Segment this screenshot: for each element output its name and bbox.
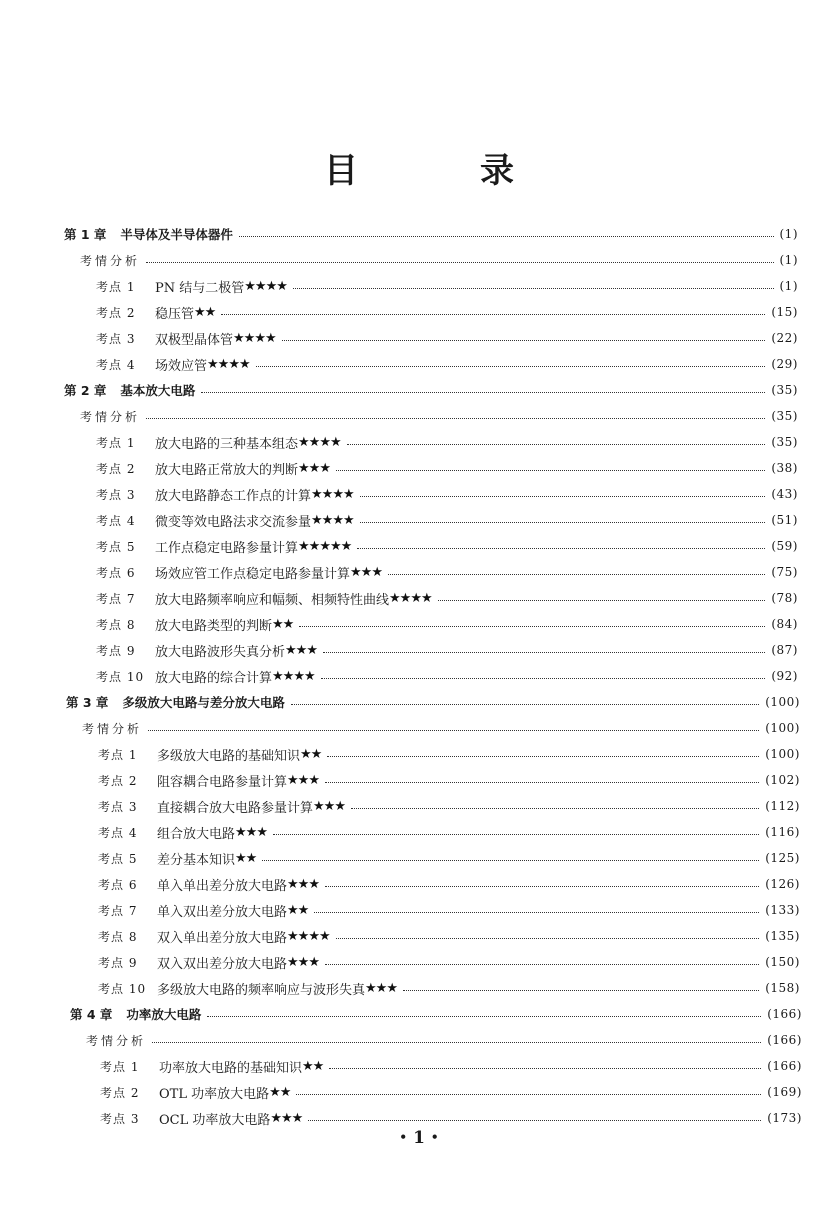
point-label — [100, 1083, 290, 1102]
page-ref: (1) — [779, 279, 798, 293]
difficulty-stars: ★★★ — [285, 642, 317, 658]
page-ref: (125) — [765, 851, 800, 865]
page-ref: (1) — [779, 227, 798, 241]
page-ref: (150) — [765, 955, 800, 969]
difficulty-stars: ★★ — [287, 902, 309, 918]
page-number: 1 — [413, 1128, 425, 1148]
point-number: 考点 5 — [98, 851, 138, 866]
point-number: 考点 2 — [100, 1085, 140, 1100]
page-ref: (35) — [771, 435, 798, 449]
point-label — [96, 589, 432, 608]
dot-leader — [336, 937, 760, 939]
dot-leader — [314, 911, 759, 913]
page-ref: (166) — [767, 1059, 802, 1073]
point-number: 考点 1 — [96, 279, 136, 294]
point-label — [98, 771, 319, 790]
point-number: 考点 2 — [98, 773, 138, 788]
difficulty-stars: ★★★★ — [272, 668, 315, 684]
page-ref: (112) — [765, 799, 800, 813]
page-ref: (158) — [765, 981, 800, 995]
toc-point-row[interactable] — [0, 273, 838, 299]
chapter-label — [66, 693, 285, 711]
difficulty-stars: ★★ — [302, 1058, 324, 1074]
point-title: 放大电路类型的判断 — [155, 618, 273, 634]
dot-leader — [325, 963, 759, 965]
dot-leader — [357, 547, 765, 549]
toc-point-row[interactable] — [0, 429, 838, 455]
page-ref: (100) — [765, 695, 800, 709]
dot-leader — [325, 885, 759, 887]
dot-leader — [282, 339, 766, 341]
point-number: 考点 1 — [98, 747, 138, 762]
dot-leader — [207, 1015, 761, 1017]
toc-chapter-row[interactable] — [0, 377, 838, 403]
point-title: 差分基本知识 — [157, 852, 236, 868]
toc-point-row[interactable] — [0, 975, 838, 1001]
dot-leader — [146, 417, 765, 419]
toc-point-row[interactable] — [0, 793, 838, 819]
dot-leader — [321, 677, 766, 679]
point-number: 考点 7 — [98, 903, 138, 918]
difficulty-stars: ★★★ — [350, 564, 382, 580]
point-title: 放大电路的三种基本组态 — [155, 436, 299, 452]
point-label — [96, 667, 315, 686]
dot-leader — [323, 651, 765, 653]
point-label — [98, 979, 397, 998]
toc-point-row[interactable] — [0, 351, 838, 377]
point-title: 场效应管 — [155, 358, 208, 374]
dot-leader — [299, 625, 765, 627]
chapter-title: 半导体及半导体器件 — [120, 227, 233, 242]
point-number: 考点 10 — [96, 669, 145, 684]
point-number: 考点 1 — [96, 435, 136, 450]
dot-leader — [329, 1067, 761, 1069]
toc-chapter-row[interactable] — [0, 689, 838, 715]
point-label — [98, 823, 267, 842]
point-label — [96, 355, 250, 374]
difficulty-stars: ★★ — [235, 850, 257, 866]
chapter-number: 第 4 章 — [70, 1007, 113, 1022]
page-ref: (92) — [771, 669, 798, 683]
dot-leader — [403, 989, 759, 991]
dot-leader — [201, 391, 765, 393]
dot-leader — [438, 599, 766, 601]
chapter-label — [64, 381, 195, 399]
point-title: 稳压管 — [155, 306, 195, 322]
point-label — [98, 849, 256, 868]
dot-leader — [360, 521, 766, 523]
point-number: 考点 4 — [98, 825, 138, 840]
difficulty-stars: ★★★★ — [311, 512, 354, 528]
dot-leader — [293, 287, 774, 289]
toc-point-row[interactable] — [0, 1053, 838, 1079]
footer-dot-right: • — [430, 1130, 439, 1144]
page-ref: (84) — [771, 617, 798, 631]
difficulty-stars: ★★★ — [287, 772, 319, 788]
page-ref: (87) — [771, 643, 798, 657]
page-ref: (173) — [767, 1111, 802, 1125]
point-label — [96, 277, 287, 296]
page-ref: (35) — [771, 409, 798, 423]
page-ref: (133) — [765, 903, 800, 917]
difficulty-stars: ★★★★ — [298, 434, 341, 450]
dot-leader — [262, 859, 759, 861]
chapter-number: 第 3 章 — [66, 695, 109, 710]
point-title: PN 结与二极管 — [155, 280, 245, 296]
point-title: 双极型晶体管 — [155, 332, 234, 348]
point-label — [98, 875, 319, 894]
page-ref: (35) — [771, 383, 798, 397]
point-label — [96, 563, 382, 582]
page-ref: (116) — [765, 825, 800, 839]
difficulty-stars: ★★★ — [235, 824, 267, 840]
point-title: 双入双出差分放大电路 — [157, 956, 288, 972]
toc-point-row[interactable] — [0, 767, 838, 793]
point-number: 考点 1 — [100, 1059, 140, 1074]
dot-leader — [336, 469, 765, 471]
point-label — [98, 797, 345, 816]
chapter-label — [70, 1005, 201, 1023]
dot-leader — [291, 703, 759, 705]
chapter-number: 第 2 章 — [64, 383, 107, 398]
page-ref: (29) — [771, 357, 798, 371]
point-title: 放大电路的综合计算 — [155, 670, 273, 686]
chapter-number: 第 1 章 — [64, 227, 107, 242]
analysis-label: 考情分析 — [82, 721, 143, 736]
page-ref: (38) — [771, 461, 798, 475]
point-title: 多级放大电路的频率响应与波形失真 — [157, 982, 366, 998]
dot-leader — [221, 313, 765, 315]
toc-point-row[interactable] — [0, 741, 838, 767]
toc-point-row[interactable] — [0, 533, 838, 559]
point-title: 组合放大电路 — [157, 826, 236, 842]
page-ref: (51) — [771, 513, 798, 527]
page-footer — [0, 1128, 838, 1148]
point-title: 单入双出差分放大电路 — [157, 904, 288, 920]
difficulty-stars: ★★★★ — [244, 278, 287, 294]
page-title: 目 录 — [324, 151, 558, 191]
difficulty-stars: ★★★★ — [207, 356, 250, 372]
toc-analysis-row[interactable] — [0, 403, 838, 429]
analysis-label: 考情分析 — [80, 253, 141, 268]
page-ref: (78) — [771, 591, 798, 605]
difficulty-stars: ★★★★ — [389, 590, 432, 606]
point-title: 功率放大电路的基础知识 — [159, 1060, 303, 1076]
point-title: 场效应管工作点稳定电路参量计算 — [155, 566, 351, 582]
point-number: 考点 7 — [96, 591, 136, 606]
point-title: OCL 功率放大电路 — [159, 1112, 271, 1128]
point-number: 考点 8 — [98, 929, 138, 944]
difficulty-stars: ★★ — [194, 304, 216, 320]
toc-point-row[interactable] — [0, 325, 838, 351]
toc-point-row[interactable] — [0, 1079, 838, 1105]
page-ref: (126) — [765, 877, 800, 891]
point-title: 放大电路正常放大的判断 — [155, 462, 299, 478]
point-label — [96, 485, 354, 504]
toc-point-row[interactable] — [0, 611, 838, 637]
toc-point-row[interactable] — [0, 637, 838, 663]
toc-point-row[interactable] — [0, 585, 838, 611]
toc-point-row[interactable] — [0, 845, 838, 871]
point-label — [96, 537, 351, 556]
point-number: 考点 2 — [96, 305, 136, 320]
point-label — [96, 641, 317, 660]
chapter-title: 基本放大电路 — [120, 383, 196, 398]
difficulty-stars: ★★★★★ — [298, 538, 352, 554]
dot-leader — [146, 261, 773, 263]
point-label — [98, 953, 319, 972]
point-number: 考点 3 — [100, 1111, 140, 1126]
dot-leader — [239, 235, 774, 237]
dot-leader — [351, 807, 759, 809]
point-number: 考点 9 — [96, 643, 136, 658]
point-number: 考点 10 — [98, 981, 147, 996]
page-ref: (100) — [765, 721, 800, 735]
difficulty-stars: ★★ — [269, 1084, 291, 1100]
difficulty-stars: ★★★★ — [233, 330, 276, 346]
point-number: 考点 8 — [96, 617, 136, 632]
point-title: 工作点稳定电路参量计算 — [155, 540, 299, 556]
point-title: 阻容耦合电路参量计算 — [157, 774, 288, 790]
point-label — [96, 459, 330, 478]
dot-leader — [152, 1041, 761, 1043]
page-ref: (15) — [771, 305, 798, 319]
dot-leader — [308, 1119, 761, 1121]
analysis-label: 考情分析 — [80, 409, 141, 424]
point-number: 考点 3 — [98, 799, 138, 814]
point-label — [98, 745, 321, 764]
toc-analysis-row[interactable] — [0, 247, 838, 273]
chapter-title: 功率放大电路 — [126, 1007, 202, 1022]
page-ref: (135) — [765, 929, 800, 943]
page-ref: (22) — [771, 331, 798, 345]
point-label — [98, 927, 330, 946]
toc-analysis-row[interactable] — [0, 1027, 838, 1053]
toc-chapter-row[interactable] — [0, 221, 838, 247]
point-number: 考点 4 — [96, 357, 136, 372]
difficulty-stars: ★★★ — [287, 876, 319, 892]
point-title: 放大电路波形失真分析 — [155, 644, 286, 660]
point-title: 放大电路频率响应和幅频、相频特性曲线 — [155, 592, 390, 608]
difficulty-stars: ★★ — [272, 616, 294, 632]
difficulty-stars: ★★★★ — [287, 928, 330, 944]
table-of-contents — [0, 221, 838, 1131]
page-ref: (100) — [765, 747, 800, 761]
toc-point-row[interactable] — [0, 663, 838, 689]
toc-point-row[interactable] — [0, 819, 838, 845]
chapter-label — [64, 225, 233, 243]
toc-point-row[interactable] — [0, 949, 838, 975]
point-label — [100, 1109, 302, 1128]
toc-point-row[interactable] — [0, 507, 838, 533]
point-number: 考点 4 — [96, 513, 136, 528]
point-title: 放大电路静态工作点的计算 — [155, 488, 312, 504]
point-label — [98, 901, 308, 920]
difficulty-stars: ★★★★ — [311, 486, 354, 502]
point-label — [96, 329, 276, 348]
point-label — [96, 511, 354, 530]
toc-chapter-row[interactable] — [0, 1001, 838, 1027]
point-number: 考点 5 — [96, 539, 136, 554]
point-number: 考点 6 — [96, 565, 136, 580]
toc-point-row[interactable] — [0, 299, 838, 325]
toc-point-row[interactable] — [0, 455, 838, 481]
dot-leader — [256, 365, 766, 367]
toc-point-row[interactable] — [0, 871, 838, 897]
toc-point-row[interactable] — [0, 481, 838, 507]
point-label — [100, 1057, 323, 1076]
point-label — [96, 303, 215, 322]
page-ref: (166) — [767, 1007, 802, 1021]
page-ref: (59) — [771, 539, 798, 553]
difficulty-stars: ★★ — [300, 746, 322, 762]
difficulty-stars: ★★★ — [287, 954, 319, 970]
chapter-title: 多级放大电路与差分放大电路 — [122, 695, 285, 710]
point-title: 单入单出差分放大电路 — [157, 878, 288, 894]
analysis-label: 考情分析 — [86, 1033, 147, 1048]
dot-leader — [296, 1093, 761, 1095]
point-title: 直接耦合放大电路参量计算 — [157, 800, 314, 816]
point-title: 双入单出差分放大电路 — [157, 930, 288, 946]
toc-point-row[interactable] — [0, 559, 838, 585]
difficulty-stars: ★★★ — [298, 460, 330, 476]
page-ref: (75) — [771, 565, 798, 579]
point-title: 微变等效电路法求交流参量 — [155, 514, 312, 530]
toc-point-row[interactable] — [0, 897, 838, 923]
footer-dot-left: • — [399, 1130, 408, 1144]
page-ref: (102) — [765, 773, 800, 787]
point-number: 考点 3 — [96, 331, 136, 346]
toc-analysis-row[interactable] — [0, 715, 838, 741]
point-number: 考点 6 — [98, 877, 138, 892]
difficulty-stars: ★★★ — [270, 1110, 303, 1126]
point-title: 多级放大电路的基础知识 — [157, 748, 301, 764]
dot-leader — [360, 495, 766, 497]
point-label — [96, 615, 293, 634]
point-number: 考点 9 — [98, 955, 138, 970]
dot-leader — [347, 443, 766, 445]
dot-leader — [388, 573, 765, 575]
dot-leader — [273, 833, 759, 835]
dot-leader — [327, 755, 759, 757]
page-ref: (1) — [779, 253, 798, 267]
page-ref: (166) — [767, 1033, 802, 1047]
page-ref: (169) — [767, 1085, 802, 1099]
dot-leader — [148, 729, 759, 731]
point-number: 考点 2 — [96, 461, 136, 476]
toc-point-row[interactable] — [0, 923, 838, 949]
point-title: OTL 功率放大电路 — [159, 1086, 270, 1102]
point-label — [96, 433, 341, 452]
difficulty-stars: ★★★ — [313, 798, 345, 814]
page-ref: (43) — [771, 487, 798, 501]
point-number: 考点 3 — [96, 487, 136, 502]
difficulty-stars: ★★★ — [365, 980, 397, 996]
dot-leader — [325, 781, 759, 783]
